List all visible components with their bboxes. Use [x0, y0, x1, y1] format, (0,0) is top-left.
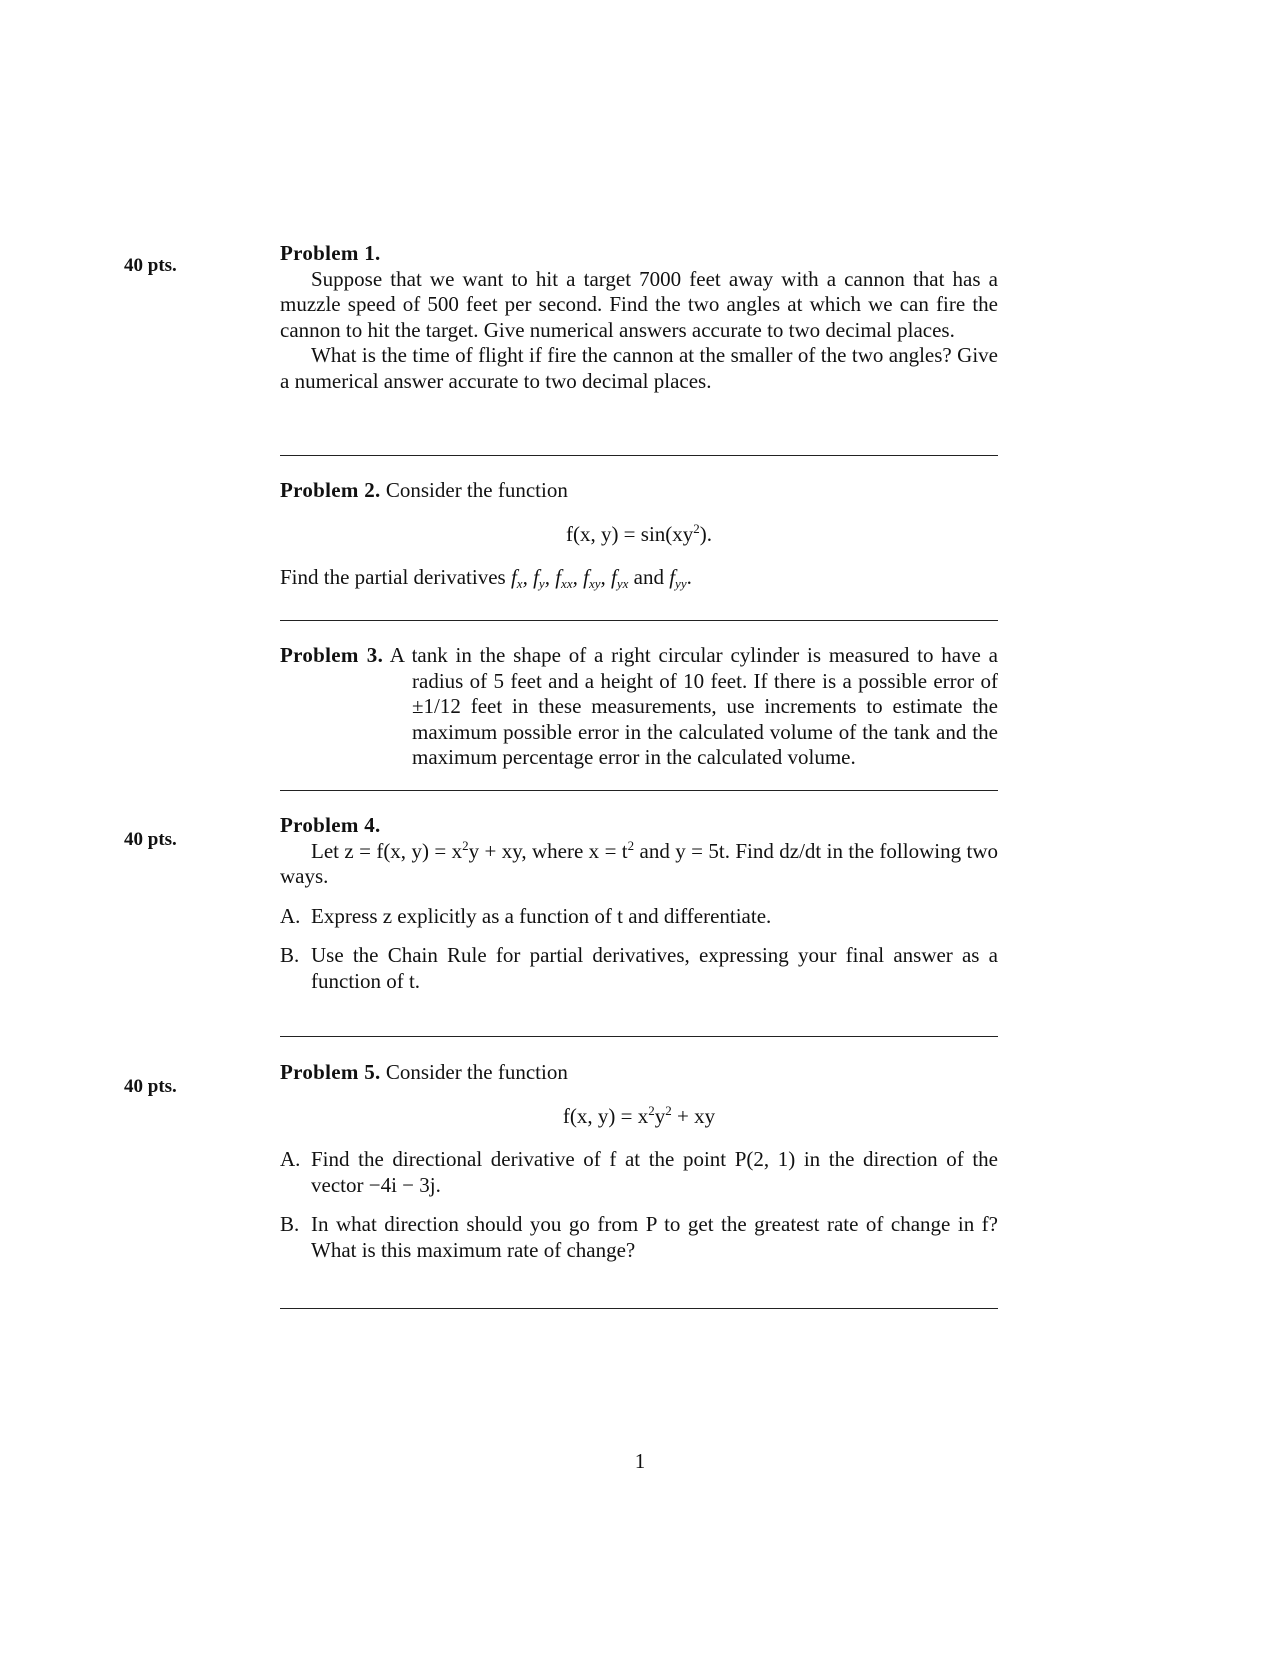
divider-rule	[280, 790, 998, 791]
problem-5-equation: f(x, $y) = x^2y^2$ + xy	[562, 1102, 716, 1128]
points-label-problem-4: 40 pts.	[124, 829, 177, 850]
problem-4	[280, 813, 998, 994]
problem-3-text: Problem 3. A tank in the shape of a right circular cylinder is measured to have a radius of 5 feet and a height of 10 feet. If there is a possible error of ±1/12 feet in these measurements, use increments to estimate the maximum possible error in the calculated volume of the tank and the maximum percentage error in the calculated volume.	[280, 643, 998, 769]
divider-rule	[280, 1308, 998, 1309]
problem-5	[280, 1060, 998, 1263]
problem-4-intro: Let z = f(x, $y) = x^2y$ + xy, where $x = t^2$ and y = 5t. Find dz/dt in the following two ways.	[280, 837, 998, 888]
page-number: 1	[634, 1449, 646, 1473]
divider-rule	[280, 455, 998, 456]
problem-5-item-b: B. In what direction should you go from P to get the greatest rate of change in f? What is this maximum rate of change?	[280, 1212, 998, 1262]
problem-1	[280, 241, 998, 394]
problem-2	[280, 478, 998, 591]
problem-4-item-b: B. Use the Chain Rule for partial derivatives, expressing your final answer as a function of t.	[280, 943, 998, 993]
problem-2-equation: f(x, $y) = \sin(xy^2)$.	[565, 520, 713, 546]
problem-5-item-a: A. Find the directional derivative of f at the point P(2, 1) in the direction of the vector −4i − 3j.	[280, 1147, 998, 1197]
divider-rule	[280, 620, 998, 621]
divider-rule	[280, 1036, 998, 1037]
problem-1-para-2: What is the time of flight if fire the cannon at the smaller of the two angles? Give a numerical answer accurate to two decimal places.	[280, 343, 998, 393]
problem-1-title: Problem 1.	[280, 241, 381, 265]
problem-4-item-a: A. Express z explicitly as a function of t and differentiate.	[280, 903, 772, 928]
problem-3	[280, 643, 998, 771]
problem-1-para-1: Suppose that we want to hit a target 7000 feet away with a cannon that has a muzzle speed of 500 feet per second. Find the two angles at which we can fire the cannon to hit the target. Give numerical answers accurate to two decimal places.	[280, 266, 998, 342]
problem-3-title: Problem 3.	[280, 643, 384, 667]
problem-2-intro: Consider the function	[385, 478, 568, 502]
problem-2-find-text: Find the partial derivatives $f_x$, $f_y$, $f_{xx}$, $f_{xy}$, $f_{yx}$ and $f_{yy}$.	[280, 565, 692, 591]
points-label-problem-5: 40 pts.	[124, 1076, 177, 1097]
problem-2-title: Problem 2.	[280, 478, 381, 502]
problem-4-title: Problem 4.	[280, 813, 381, 837]
points-label-problem-1: 40 pts.	[124, 255, 177, 276]
problem-5-title: Problem 5.	[280, 1060, 381, 1084]
problem-5-intro: Consider the function	[385, 1060, 568, 1084]
